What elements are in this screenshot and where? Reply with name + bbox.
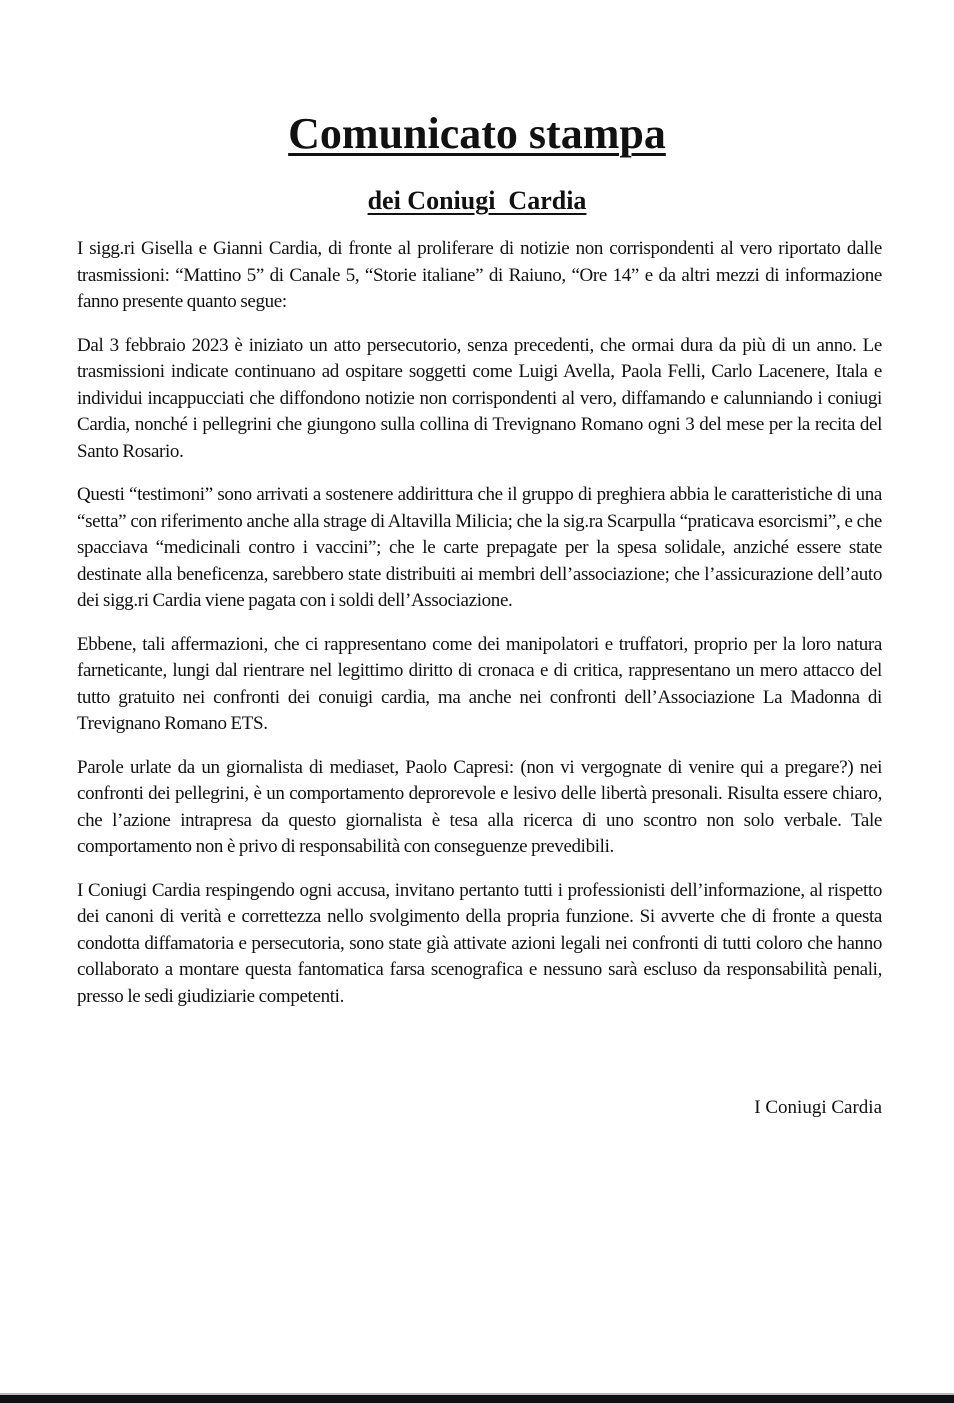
page-subtitle [0, 184, 954, 218]
paragraph-claims: Ebbene, tali affermazioni, che ci rappresentano come dei manipolatori e truffatori, proprio per la loro natura farneticante, lungi dal rientrare nel legittimo diritto di cronaca e di critica, rappresentano un mero attacco del tutto gratuito nei confronti dei conuigi cardia, ma anche nei confronti dell’Associazione La Madonna di Trevignano Romano ETS. [77, 633, 882, 734]
page-title [0, 108, 954, 160]
paragraph-intro: I sigg.ri Gisella e Gianni Cardia, di fronte al proliferare di notizie non corrispondenti al vero riportato dalle trasmissioni: “Mattino 5” di Canale 5, “Storie italiane” di Raiuno, “Ore 14” e da altri mezzi di informazione fanno presente quanto segue: [77, 238, 882, 312]
paragraph-legal-action: I Coniugi Cardia respingendo ogni accusa, invitano pertanto tutti i professionisti dell’informazione, al rispetto dei canoni di verità e correttezza nello svolgimento della propria funzione. Si avverte che di fronte a questa condotta diffamatoria e persecutoria, sono state già attivate azioni legali nei confronti di tutti coloro che hanno collaborato a montare questa fantomatica farsa scenografica e nessuno sarà escluso da responsabilità penali, presso le sedi giudiziarie competenti. [77, 879, 882, 1007]
signature: I Coniugi Cardia [754, 1097, 882, 1118]
paragraph-journalist: Parole urlate da un giornalista di mediaset, Paolo Capresi: (non vi vergognate di venire qui a pregare?) nei confronti dei pellegrini, è un comportamento deprorevole e lesivo delle libertà presonali. Risulta essere chiaro, che l’azione intrapresa da questo giornalista è tesa alla ricerca di uno scontro non solo verbale. Tale comportamento non è privo di responsabilità con conseguenze prevedibili. [77, 756, 882, 857]
paragraph-persecution: Dal 3 febbraio 2023 è iniziato un atto persecutorio, senza precedenti, che ormai dura da più di un anno. Le trasmissioni indicate continuano ad ospitare soggetti come Luigi Avella, Paola Felli, Carlo Lacenere, Itala e individui incappucciati che diffondono notizie non corrispondenti al vero, diffamando e calunniando i coniugi Cardia, nonché i pellegrini che giungono sulla collina di Trevignano Romano ogni 3 del mese per la recita del Santo Rosario. [77, 334, 882, 462]
bottom-edge-bar [0, 1393, 954, 1403]
paragraph-witnesses: Questi “testimoni” sono arrivati a sostenere addirittura che il gruppo di preghiera abbia le caratteristiche di una “setta” con riferimento anche alla strage di Altavilla Milicia; che la sig.ra Scarpulla “praticava esorcismi”, e che spacciava “medicinali contro i vaccini”; che le carte prepagate per la spesa solidale, anziché essere state destinate alla beneficenza, sarebbero state distribuiti ai membri dell’associazione; che l’assicurazione dell’auto dei sigg.ri Cardia viene pagata con i soldi dell’Associazione. [77, 484, 882, 611]
subtitle-text: dei Coniugi Cardia [367, 186, 587, 215]
title-text: Comunicato stampa [288, 109, 666, 158]
document-body [77, 236, 882, 1027]
